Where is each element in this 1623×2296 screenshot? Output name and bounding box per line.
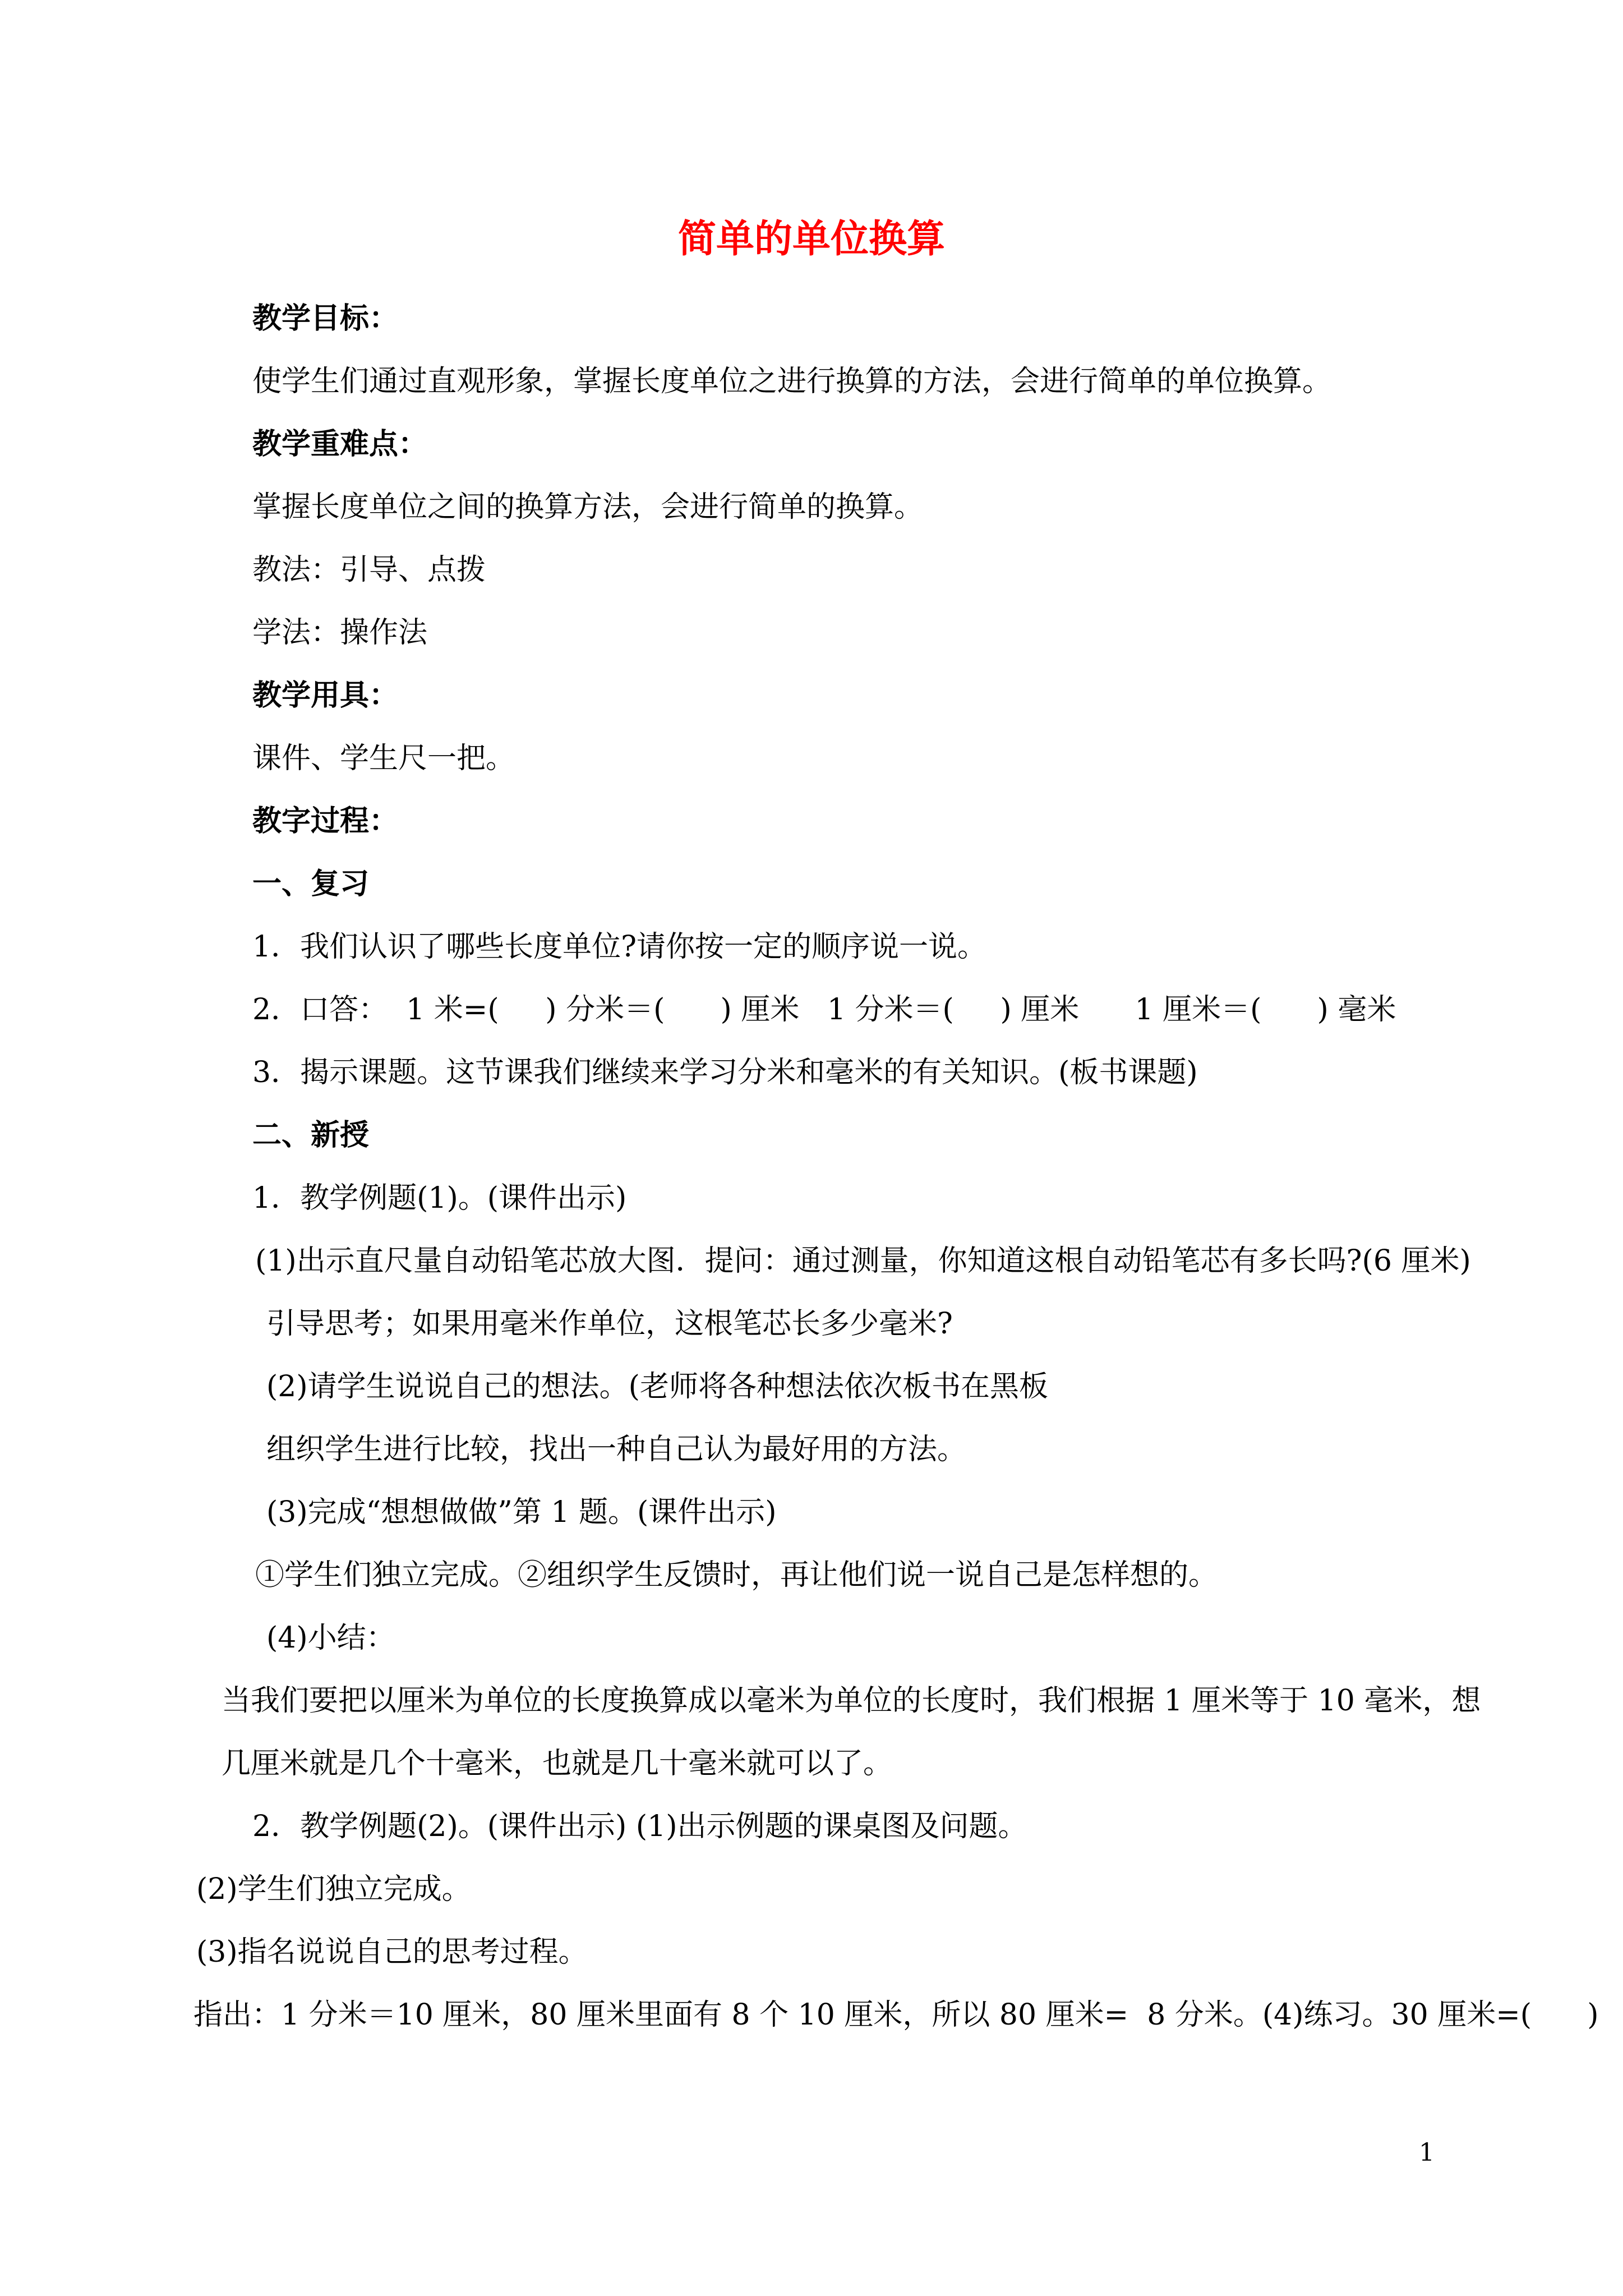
paragraph-teaching-method: 教法：引导、点拨 — [252, 553, 486, 587]
review-item-1: 1．我们认识了哪些长度单位?请你按一定的顺序说一说。 — [252, 930, 986, 964]
new-lesson-item-2: 2．教学例题(2)。(课件出示) (1)出示例题的课桌图及问题。 — [252, 1810, 1027, 1843]
heading-key-points: 教学重难点： — [252, 427, 428, 461]
heading-review: 一、复习 — [252, 867, 370, 901]
paragraph-tools: 课件、学生尺一把。 — [252, 742, 515, 775]
new-lesson-step-1-guide: 引导思考；如果用毫米作单位，这根笔芯长多少毫米? — [266, 1307, 953, 1341]
heading-new-lesson: 二、新授 — [252, 1118, 370, 1152]
page-title: 简单的单位换算 — [677, 217, 945, 261]
example-2-step-3: (3)指名说说自己的思考过程。 — [196, 1935, 588, 1969]
new-lesson-step-1: (1)出示直尺量自动铅笔芯放大图．提问：通过测量，你知道这根自动铅笔芯有多长吗?(6 厘米) — [255, 1244, 1471, 1278]
paragraph-learning-method: 学法：操作法 — [252, 616, 428, 650]
new-lesson-step-2: (2)请学生说说自己的想法。(老师将各种想法依次板书在黑板 — [266, 1370, 1048, 1404]
summary-line-2: 几厘米就是几个十毫米，也就是几十毫米就可以了。 — [222, 1747, 893, 1780]
page-number: 1 — [1419, 2138, 1435, 2167]
new-lesson-item-1: 1．教学例题(1)。(课件出示) — [252, 1181, 627, 1215]
paragraph-key-points: 掌握长度单位之间的换算方法，会进行简单的换算。 — [252, 490, 924, 524]
new-lesson-step-2-compare: 组织学生进行比较，找出一种自己认为最好用的方法。 — [266, 1433, 967, 1466]
heading-teaching-goals: 教学目标： — [252, 301, 399, 335]
heading-teaching-process: 教字过程： — [252, 804, 399, 838]
new-lesson-step-3-detail: ①学生们独立完成。②组织学生反馈时，再让他们说一说自己是怎样想的。 — [255, 1558, 1218, 1592]
example-2-point: 指出：1 分米＝10 厘米，80 厘米里面有 8 个 10 厘米，所以 80 厘米= 8 分米。(4)练习。30 厘米=( ) — [193, 1998, 1599, 2032]
example-2-step-2: (2)学生们独立完成。 — [196, 1872, 471, 1906]
new-lesson-step-4: (4)小结： — [266, 1621, 395, 1655]
new-lesson-step-3: (3)完成“想想做做”第 1 题。(课件出示) — [266, 1496, 777, 1529]
paragraph-goals: 使学生们通过直观形象，掌握长度单位之进行换算的方法，会进行简单的单位换算。 — [252, 365, 1332, 398]
review-item-2: 2．口答： 1 米=( ) 分米＝( ) 厘米 1 分米＝( ) 厘米 1 厘米＝( ) 毫米 — [252, 993, 1396, 1027]
review-item-3: 3．揭示课题。这节课我们继续来学习分米和毫米的有关知识。(板书课题) — [252, 1056, 1198, 1089]
heading-teaching-tools: 教学用具： — [252, 678, 399, 712]
summary-line-1: 当我们要把以厘米为单位的长度换算成以毫米为单位的长度时，我们根据 1 厘米等于 10 毫米，想 — [222, 1684, 1481, 1718]
